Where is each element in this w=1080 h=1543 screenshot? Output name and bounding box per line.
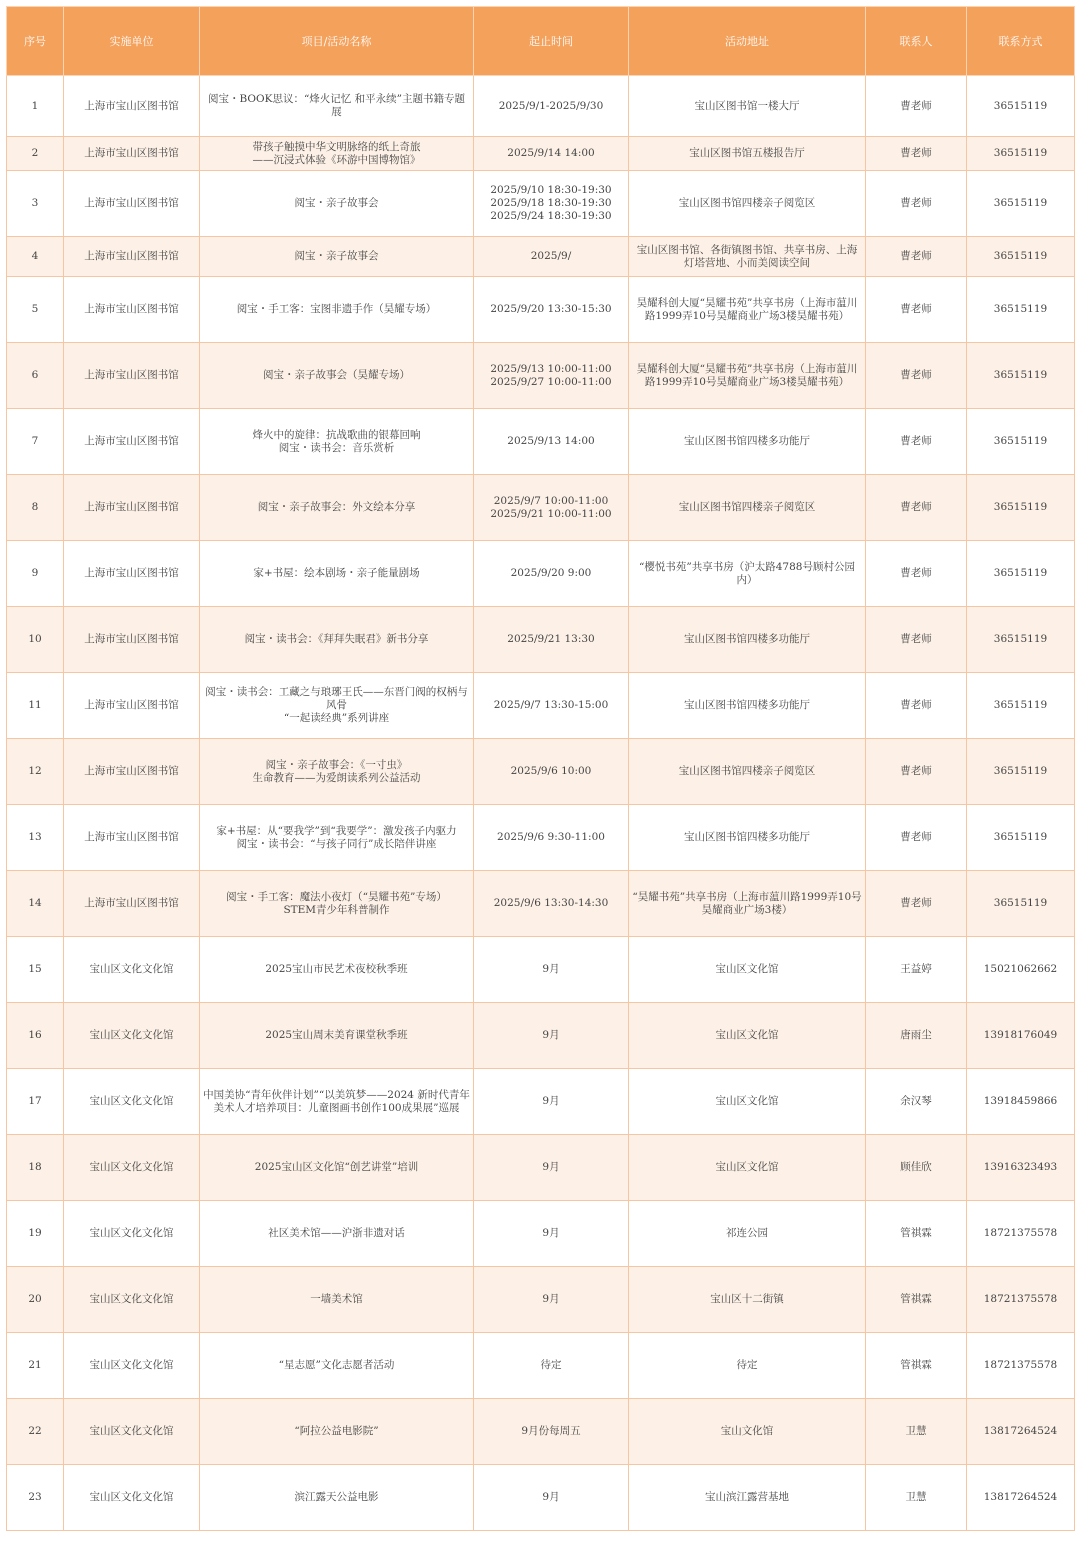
cell-contact: 卫慧 [866,1399,967,1465]
cell-address: 宝山区图书馆四楼多功能厅 [629,805,866,871]
cell-no: 1 [7,76,64,137]
cell-address: 昊耀科创大厦“昊耀书苑”共享书房（上海市蕰川路1999弄10号昊耀商业广场3楼昊耀书苑） [629,277,866,343]
cell-no: 4 [7,237,64,277]
table-row [7,1267,1075,1333]
cell-time: 2025/9/20 9:00 [474,541,629,607]
cell-name: 阅宝・亲子故事会 [200,237,474,277]
cell-unit: 上海市宝山区图书馆 [64,541,200,607]
cell-phone: 13918176049 [967,1003,1075,1069]
cell-name: 2025宝山周末美育课堂秋季班 [200,1003,474,1069]
cell-no: 21 [7,1333,64,1399]
table-body [7,76,1075,1531]
cell-phone: 18721375578 [967,1333,1075,1399]
cell-phone: 18721375578 [967,1201,1075,1267]
cell-contact: 曹老师 [866,343,967,409]
cell-unit: 上海市宝山区图书馆 [64,171,200,237]
cell-no: 5 [7,277,64,343]
header-contact: 联系人 [866,7,967,76]
cell-no: 18 [7,1135,64,1201]
header-address: 活动地址 [629,7,866,76]
cell-phone: 13918459866 [967,1069,1075,1135]
cell-name: 2025宝山市民艺术夜校秋季班 [200,937,474,1003]
cell-no: 2 [7,137,64,171]
cell-name: “阿拉公益电影院” [200,1399,474,1465]
cell-name: 烽火中的旋律：抗战歌曲的银幕回响 阅宝・读书会：音乐赏析 [200,409,474,475]
cell-unit: 上海市宝山区图书馆 [64,739,200,805]
cell-address: 宝山区图书馆四楼亲子阅览区 [629,739,866,805]
cell-address: 宝山区文化馆 [629,1069,866,1135]
cell-address: 祁连公园 [629,1201,866,1267]
cell-contact: 管祺霖 [866,1333,967,1399]
table-row [7,805,1075,871]
cell-name: 阅宝・读书会：工藏之与琅琊王氏——东晋门阀的权柄与风骨 “一起读经典”系列讲座 [200,673,474,739]
cell-no: 22 [7,1399,64,1465]
cell-phone: 18721375578 [967,1267,1075,1333]
cell-no: 14 [7,871,64,937]
cell-unit: 宝山区文化文化馆 [64,1465,200,1531]
cell-name: 中国美协“青年伙伴计划”“以美筑梦——2024 新时代青年美术人才培养项目：儿童图画书创作100成果展”巡展 [200,1069,474,1135]
cell-contact: 曹老师 [866,607,967,673]
cell-name: 一墙美术馆 [200,1267,474,1333]
cell-address: “樱悦书苑”共享书房（沪太路4788号顾村公园内） [629,541,866,607]
table-header-row [7,7,1075,76]
cell-phone: 36515119 [967,475,1075,541]
header-name: 项目/活动名称 [200,7,474,76]
cell-unit: 上海市宝山区图书馆 [64,409,200,475]
cell-name: 阅宝・读书会：《拜拜失眠君》新书分享 [200,607,474,673]
cell-no: 9 [7,541,64,607]
cell-name: 阅宝・亲子故事会：《一寸虫》 生命教育——为爱朗读系列公益活动 [200,739,474,805]
cell-contact: 余汉琴 [866,1069,967,1135]
cell-name: 社区美术馆——沪浙非遗对话 [200,1201,474,1267]
cell-no: 15 [7,937,64,1003]
table-row [7,871,1075,937]
cell-time: 2025/9/14 14:00 [474,137,629,171]
cell-contact: 曹老师 [866,739,967,805]
cell-unit: 上海市宝山区图书馆 [64,343,200,409]
cell-time: 2025/9/ [474,237,629,277]
cell-address: 昊耀科创大厦“昊耀书苑”共享书房（上海市蕰川路1999弄10号昊耀商业广场3楼昊耀书苑） [629,343,866,409]
cell-phone: 36515119 [967,76,1075,137]
cell-address: 宝山区图书馆五楼报告厅 [629,137,866,171]
table-row [7,1333,1075,1399]
cell-unit: 宝山区文化文化馆 [64,1333,200,1399]
cell-contact: 曹老师 [866,805,967,871]
cell-name: 2025宝山区文化馆“创艺讲堂”培训 [200,1135,474,1201]
cell-time: 2025/9/6 9:30-11:00 [474,805,629,871]
cell-address: 宝山区文化馆 [629,937,866,1003]
cell-phone: 13916323493 [967,1135,1075,1201]
cell-time: 2025/9/10 18:30-19:30 2025/9/18 18:30-19:30 2025/9/24 18:30-19:30 [474,171,629,237]
cell-address: 宝山区文化馆 [629,1003,866,1069]
cell-address: 宝山区图书馆四楼亲子阅览区 [629,171,866,237]
cell-phone: 36515119 [967,673,1075,739]
cell-no: 23 [7,1465,64,1531]
cell-name: 带孩子触摸中华文明脉络的纸上奇旅 ——沉浸式体验《环游中国博物馆》 [200,137,474,171]
table-row [7,277,1075,343]
cell-name: 家+书屋：从“要我学”到“我要学”：激发孩子内驱力 阅宝・读书会：“与孩子同行”成长陪伴讲座 [200,805,474,871]
cell-contact: 曹老师 [866,673,967,739]
table-row [7,171,1075,237]
cell-phone: 13817264524 [967,1465,1075,1531]
table-row [7,137,1075,171]
table-row [7,409,1075,475]
table-row [7,673,1075,739]
header-time: 起止时间 [474,7,629,76]
cell-address: 宝山文化馆 [629,1399,866,1465]
cell-unit: 上海市宝山区图书馆 [64,237,200,277]
cell-name: 阅宝・亲子故事会（昊耀专场） [200,343,474,409]
cell-contact: 管祺霖 [866,1267,967,1333]
cell-no: 17 [7,1069,64,1135]
cell-no: 10 [7,607,64,673]
cell-name: “星志愿”文化志愿者活动 [200,1333,474,1399]
cell-phone: 36515119 [967,739,1075,805]
cell-time: 2025/9/21 13:30 [474,607,629,673]
cell-contact: 曹老师 [866,475,967,541]
cell-phone: 36515119 [967,343,1075,409]
cell-address: 宝山区图书馆四楼亲子阅览区 [629,475,866,541]
cell-time: 9月 [474,1201,629,1267]
cell-address: “昊耀书苑”共享书房（上海市蕰川路1999弄10号昊耀商业广场3楼） [629,871,866,937]
cell-contact: 卫慧 [866,1465,967,1531]
cell-time: 9月 [474,1003,629,1069]
table-row [7,1003,1075,1069]
cell-phone: 36515119 [967,409,1075,475]
cell-address: 宝山区十二街镇 [629,1267,866,1333]
cell-time: 2025/9/7 10:00-11:00 2025/9/21 10:00-11:00 [474,475,629,541]
cell-unit: 上海市宝山区图书馆 [64,607,200,673]
cell-contact: 曹老师 [866,871,967,937]
table-row [7,937,1075,1003]
cell-name: 家+书屋：绘本剧场・亲子能量剧场 [200,541,474,607]
cell-unit: 上海市宝山区图书馆 [64,137,200,171]
cell-no: 8 [7,475,64,541]
cell-unit: 宝山区文化文化馆 [64,1201,200,1267]
table-row [7,1399,1075,1465]
cell-phone: 13817264524 [967,1399,1075,1465]
cell-time: 2025/9/13 10:00-11:00 2025/9/27 10:00-11:00 [474,343,629,409]
cell-phone: 36515119 [967,171,1075,237]
table-row [7,76,1075,137]
cell-name: 滨江露天公益电影 [200,1465,474,1531]
cell-unit: 上海市宝山区图书馆 [64,76,200,137]
cell-phone: 36515119 [967,805,1075,871]
cell-phone: 36515119 [967,277,1075,343]
cell-no: 16 [7,1003,64,1069]
cell-contact: 顾佳欣 [866,1135,967,1201]
header-unit: 实施单位 [64,7,200,76]
table-row [7,343,1075,409]
cell-unit: 宝山区文化文化馆 [64,1399,200,1465]
cell-unit: 上海市宝山区图书馆 [64,805,200,871]
cell-name: 阅宝・亲子故事会 [200,171,474,237]
table-row [7,1069,1075,1135]
cell-contact: 曹老师 [866,76,967,137]
cell-no: 6 [7,343,64,409]
table-row [7,1201,1075,1267]
cell-time: 9月 [474,1069,629,1135]
cell-unit: 宝山区文化文化馆 [64,1135,200,1201]
cell-address: 宝山区图书馆四楼多功能厅 [629,673,866,739]
cell-name: 阅宝・手工客：宝图非遗手作（昊耀专场） [200,277,474,343]
cell-name: 阅宝・BOOK思议：“烽火记忆 和平永续”主题书籍专题展 [200,76,474,137]
cell-unit: 上海市宝山区图书馆 [64,277,200,343]
cell-contact: 曹老师 [866,277,967,343]
cell-no: 13 [7,805,64,871]
cell-phone: 36515119 [967,541,1075,607]
cell-phone: 36515119 [967,137,1075,171]
cell-address: 待定 [629,1333,866,1399]
table-row [7,475,1075,541]
cell-no: 11 [7,673,64,739]
cell-phone: 36515119 [967,607,1075,673]
cell-time: 2025/9/6 13:30-14:30 [474,871,629,937]
cell-contact: 唐雨尘 [866,1003,967,1069]
cell-address: 宝山区图书馆、各街镇图书馆、共享书房、上海灯塔营地、小而美阅读空间 [629,237,866,277]
cell-contact: 王益婷 [866,937,967,1003]
cell-no: 12 [7,739,64,805]
cell-phone: 15021062662 [967,937,1075,1003]
activity-table [6,6,1075,1531]
cell-no: 19 [7,1201,64,1267]
table-row [7,237,1075,277]
cell-time: 2025/9/13 14:00 [474,409,629,475]
cell-address: 宝山区图书馆四楼多功能厅 [629,409,866,475]
cell-unit: 宝山区文化文化馆 [64,1267,200,1333]
cell-contact: 管祺霖 [866,1201,967,1267]
table-row [7,739,1075,805]
table-row [7,607,1075,673]
table-row [7,1135,1075,1201]
cell-time: 2025/9/6 10:00 [474,739,629,805]
cell-unit: 上海市宝山区图书馆 [64,871,200,937]
cell-time: 2025/9/20 13:30-15:30 [474,277,629,343]
cell-name: 阅宝・手工客：魔法小夜灯（“昊耀书苑”专场） STEM青少年科普制作 [200,871,474,937]
cell-no: 20 [7,1267,64,1333]
cell-no: 3 [7,171,64,237]
cell-time: 9月 [474,1267,629,1333]
cell-unit: 宝山区文化文化馆 [64,937,200,1003]
cell-unit: 宝山区文化文化馆 [64,1003,200,1069]
cell-contact: 曹老师 [866,137,967,171]
cell-time: 9月 [474,1135,629,1201]
cell-contact: 曹老师 [866,171,967,237]
cell-address: 宝山区文化馆 [629,1135,866,1201]
cell-time: 2025/9/7 13:30-15:00 [474,673,629,739]
cell-unit: 宝山区文化文化馆 [64,1069,200,1135]
cell-contact: 曹老师 [866,541,967,607]
header-phone: 联系方式 [967,7,1075,76]
cell-time: 9月 [474,1465,629,1531]
cell-address: 宝山区图书馆四楼多功能厅 [629,607,866,673]
cell-unit: 上海市宝山区图书馆 [64,475,200,541]
table-row [7,541,1075,607]
cell-address: 宝山滨江露营基地 [629,1465,866,1531]
cell-time: 待定 [474,1333,629,1399]
cell-contact: 曹老师 [866,237,967,277]
header-no: 序号 [7,7,64,76]
cell-phone: 36515119 [967,237,1075,277]
cell-phone: 36515119 [967,871,1075,937]
cell-address: 宝山区图书馆一楼大厅 [629,76,866,137]
cell-time: 9月 [474,937,629,1003]
cell-unit: 上海市宝山区图书馆 [64,673,200,739]
cell-time: 2025/9/1-2025/9/30 [474,76,629,137]
cell-time: 9月份每周五 [474,1399,629,1465]
cell-contact: 曹老师 [866,409,967,475]
table-row [7,1465,1075,1531]
cell-no: 7 [7,409,64,475]
cell-name: 阅宝・亲子故事会：外文绘本分享 [200,475,474,541]
